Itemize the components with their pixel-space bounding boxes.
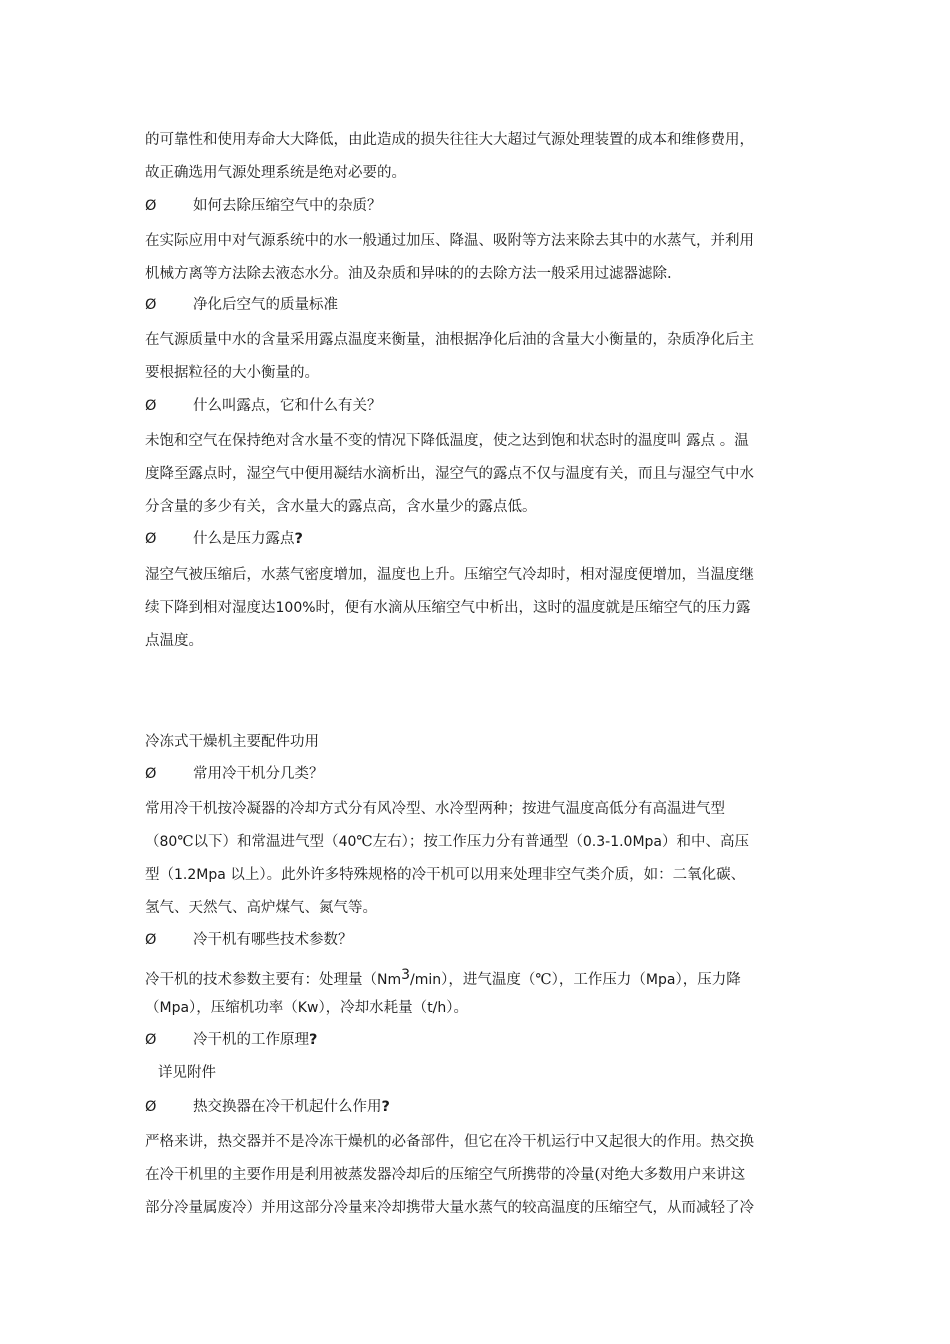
paragraph-line: 在实际应用中对气源系统中的水一般通过加压、降温、吸附等方法来除去其中的水蒸气，并利用	[145, 233, 754, 249]
bullet-icon: Ø	[145, 297, 157, 313]
paragraph-line: 故正确选用气源处理系统是绝对必要的。	[145, 165, 406, 181]
paragraph-line: 湿空气被压缩后，水蒸气密度增加，温度也上升。压缩空气冷却时，相对湿度便增加，当温度继	[145, 567, 754, 583]
bullet-icon: Ø	[145, 398, 157, 414]
paragraph-line: 氢气、天然气、高炉煤气、氮气等。	[145, 900, 377, 916]
bullet-icon: Ø	[145, 932, 157, 948]
paragraph-line: 在气源质量中水的含量采用露点温度来衡量，油根据净化后油的含量大小衡量的，杂质净化后主	[145, 332, 754, 348]
paragraph-line: （Mpa），压缩机功率（Kw），冷却水耗量（t/h）。	[145, 1000, 469, 1016]
bullet-heading: Ø 如何去除压缩空气中的杂质？	[145, 198, 382, 214]
bullet-icon: Ø	[145, 531, 157, 547]
section-heading: 冷冻式干燥机主要配件功用	[145, 734, 319, 750]
paragraph-line: 续下降到相对湿度达100%时，便有水滴从压缩空气中析出，这时的温度就是压缩空气的压力露	[145, 600, 751, 616]
paragraph-line: 严格来讲，热交器并不是冷冻干燥机的必备部件，但它在冷干机运行中又起很大的作用。热交换	[145, 1134, 754, 1150]
paragraph-line: 要根据粒径的大小衡量的。	[145, 365, 319, 381]
bullet-icon: Ø	[145, 1032, 157, 1048]
bullet-heading: Ø 什么是压力露点?	[145, 531, 303, 547]
bullet-heading: Ø 热交换器在冷干机起什么作用?	[145, 1099, 390, 1115]
paragraph-line: 的可靠性和使用寿命大大降低，由此造成的损失往往大大超过气源处理装置的成本和维修费用，	[145, 132, 754, 148]
paragraph-line: 度降至露点时，湿空气中便用凝结水滴析出，湿空气的露点不仅与温度有关，而且与湿空气中水	[145, 466, 754, 482]
paragraph-line: 未饱和空气在保持绝对含水量不变的情况下降低温度，使之达到饱和状态时的温度叫 露点 。温	[145, 433, 749, 449]
paragraph-line: 在冷干机里的主要作用是利用被蒸发器冷却后的压缩空气所携带的冷量(对绝大多数用户来讲这	[145, 1167, 746, 1183]
bullet-icon: Ø	[145, 198, 157, 214]
paragraph-line: 常用冷干机按冷凝器的冷却方式分有风冷型、水冷型两种；按进气温度高低分有高温进气型	[145, 801, 725, 817]
paragraph-line: 机械方离等方法除去液态水分。油及杂质和异味的的去除方法一般采用过滤器滤除.	[145, 266, 672, 282]
bullet-heading: Ø 冷干机有哪些技术参数？	[145, 932, 353, 948]
bullet-icon: Ø	[145, 1099, 157, 1115]
bullet-icon: Ø	[145, 766, 157, 782]
bullet-heading: Ø 什么叫露点，它和什么有关？	[145, 398, 382, 414]
paragraph-line: （80℃以下）和常温进气型（40℃左右）；按工作压力分有普通型（0.3-1.0Mpa）和中、高压	[145, 834, 750, 850]
paragraph-line: 点温度。	[145, 633, 203, 649]
paragraph-line: 型（1.2Mpa 以上）。此外许多特殊规格的冷干机可以用来处理非空气类介质，如：二氧化碳、	[145, 867, 746, 883]
bullet-heading: Ø 冷干机的工作原理?	[145, 1032, 318, 1048]
paragraph-line: 详见附件	[158, 1065, 216, 1081]
bullet-heading: Ø 净化后空气的质量标准	[145, 297, 338, 313]
paragraph-line: 分含量的多少有关，含水量大的露点高，含水量少的露点低。	[145, 499, 537, 515]
bullet-heading: Ø 常用冷干机分几类？	[145, 766, 324, 782]
paragraph-line: 部分冷量属废冷）并用这部分冷量来冷却携带大量水蒸气的较高温度的压缩空气，从而减轻了冷	[145, 1200, 754, 1216]
paragraph-line: 冷干机的技术参数主要有：处理量（Nm$^3$/min），进气温度（℃），工作压力（Mpa），压力降	[145, 967, 741, 988]
